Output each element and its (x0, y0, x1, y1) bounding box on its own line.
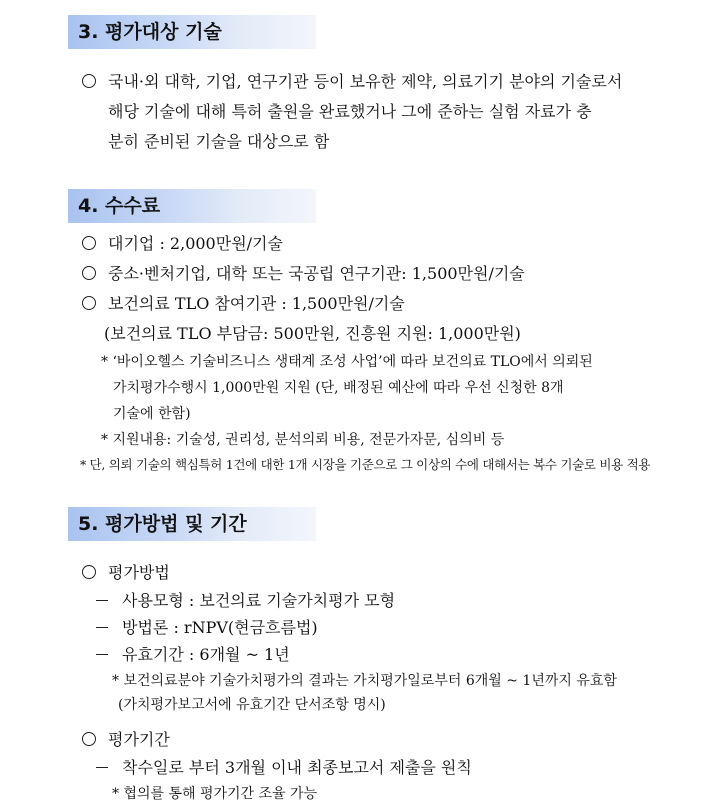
method-note-2: (가치평가보고서에 유효기간 단서조항 명시) (118, 697, 386, 713)
section-4-title: 4. 수수료 (78, 195, 161, 217)
fee-note-1-cont-a: 가치평가수행시 1,000만원 지원 (단, 배정된 예산에 따라 우선 신청한 8개 (113, 380, 564, 396)
circle-bullet-icon (82, 296, 96, 310)
fee-item-tlo: 보건의료 TLO 참여기관 : 1,500만원/기술 (82, 293, 405, 315)
method-item-model: 사용모형 : 보건의료 기술가치평가 모형 (96, 590, 395, 612)
fee-sub-breakdown: (보건의료 TLO 부담금: 500만원, 진흥원 지원: 1,000만원) (104, 324, 521, 343)
fee-note-3: * 단, 의뢰 기술의 핵심특허 1건에 대한 1개 시장을 기준으로 그 이상의 수에 대해서는 복수 기술로 비용 적용 (80, 457, 651, 472)
period-title: 평가기간 (82, 729, 170, 751)
section-3-title: 3. 평가대상 기술 (78, 21, 222, 43)
section-4-heading (68, 189, 316, 223)
method-item-methodology: 방법론 : rNPV(현금흐름법) (96, 617, 318, 639)
circle-bullet-icon (82, 74, 96, 88)
dash-bullet-icon (96, 654, 108, 656)
period-item: 착수일로 부터 3개월 이내 최종보고서 제출을 원칙 (96, 757, 472, 779)
circle-bullet-icon (82, 236, 96, 250)
dash-bullet-icon (96, 767, 108, 769)
fee-item-sme: 중소·벤처기업, 대학 또는 국공립 연구기관: 1,500만원/기술 (82, 263, 525, 285)
section-3-paragraph-line-3: 분히 준비된 기술을 대상으로 함 (108, 132, 330, 151)
fee-note-2: * 지원내용: 기술성, 권리성, 분석의뢰 비용, 전문가자문, 심의비 등 (101, 432, 505, 448)
section-3-heading (68, 15, 316, 49)
section-3-paragraph-line-2: 해당 기술에 대해 특허 출원을 완료했거나 그에 준하는 실험 자료가 충 (108, 102, 592, 121)
dash-bullet-icon (96, 627, 108, 629)
fee-note-1: * ‘바이오헬스 기술비즈니스 생태계 조성 사업’에 따라 보건의료 TLO에서 의뢰된 (101, 354, 593, 370)
method-note-1: * 보건의료분야 기술가치평가의 결과는 가치평가일로부터 6개월 ~ 1년까지 유효함 (112, 673, 617, 689)
section-5-title: 5. 평가방법 및 기간 (78, 513, 247, 535)
dash-bullet-icon (96, 600, 108, 602)
method-item-validity: 유효기간 : 6개월 ~ 1년 (96, 644, 290, 666)
section-3-paragraph-line-1: 국내·외 대학, 기업, 연구기관 등이 보유한 제약, 의료기기 분야의 기술로서 (82, 71, 622, 93)
circle-bullet-icon (82, 266, 96, 280)
section-5-heading (68, 507, 316, 541)
fee-item-large-company: 대기업 : 2,000만원/기술 (82, 233, 283, 255)
period-note: * 협의를 통해 평가기간 조율 가능 (112, 786, 318, 802)
method-title: 평가방법 (82, 562, 170, 584)
circle-bullet-icon (82, 565, 96, 579)
fee-note-1-cont-b: 기술에 한함) (113, 406, 191, 422)
circle-bullet-icon (82, 732, 96, 746)
